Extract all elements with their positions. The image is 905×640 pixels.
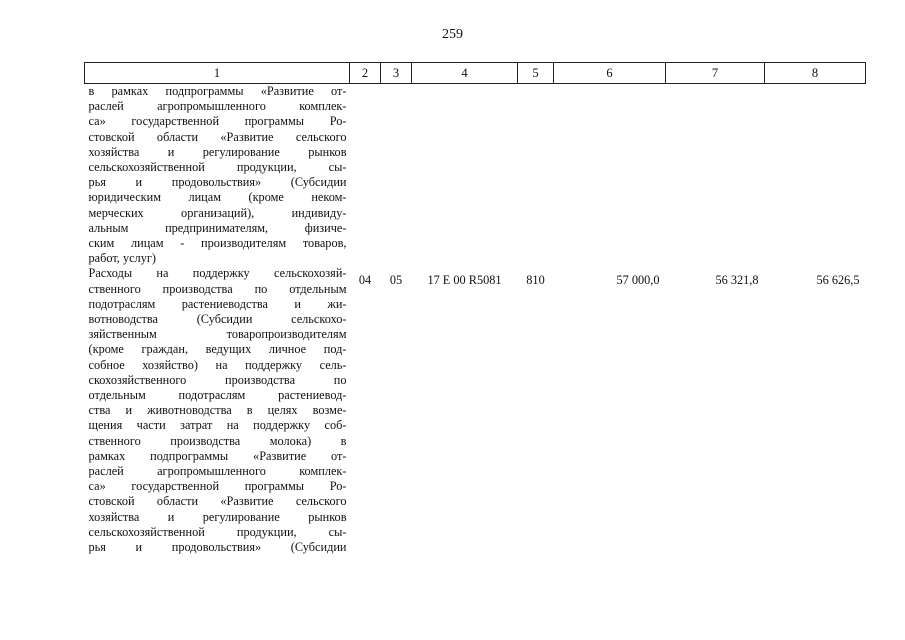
description-line: Расходы на поддержку сельскохозяй- xyxy=(88,266,347,281)
description-line: рья и продовольствия» (Субсидии xyxy=(88,175,347,190)
cell-section: 04 xyxy=(358,273,372,288)
description-line: ским лицам - производителям товаров, xyxy=(88,236,347,251)
description-line: раслей агропромышленного комплек- xyxy=(88,99,347,114)
column-header-1: 1 xyxy=(85,63,350,84)
cell-amount-8 xyxy=(765,84,866,267)
description-line: ственного производства молока) в xyxy=(88,433,347,448)
column-header-8: 8 xyxy=(765,63,866,84)
row-description xyxy=(85,266,350,555)
description-line: юридическим лицам (кроме неком- xyxy=(88,190,347,205)
description-line: щения части затрат на поддержку соб- xyxy=(88,418,347,433)
description-line: вотноводства (Субсидии сельскохо- xyxy=(88,312,347,327)
cell-section xyxy=(350,84,381,267)
column-header-5: 5 xyxy=(518,63,554,84)
description-line: зяйственным товаропроизводителям xyxy=(88,327,347,342)
cell-expense-type xyxy=(518,84,554,267)
column-header-6: 6 xyxy=(554,63,666,84)
budget-table xyxy=(84,62,866,555)
cell-target-item: 17 Е 00 R5081 xyxy=(427,273,502,288)
description-line: скохозяйственного производства по xyxy=(88,372,347,387)
cell-expense-type: 810 xyxy=(526,273,545,288)
cell-amount-6: 57 000,0 xyxy=(616,273,660,288)
description-line: ственного производства по отдельным xyxy=(88,281,347,296)
column-header-7: 7 xyxy=(666,63,765,84)
cell-target-item xyxy=(412,84,518,267)
description-line: сельскохозяйственной продукции, сы- xyxy=(88,524,347,539)
description-line: работ, услуг) xyxy=(88,251,156,266)
cell-amount-7 xyxy=(666,84,765,267)
description-line: рамках подпрограммы «Развитие от- xyxy=(88,448,347,463)
description-line: ства и животноводства в целях возме- xyxy=(88,403,347,418)
column-header-2: 2 xyxy=(350,63,381,84)
description-line: альным предпринимателям, физиче- xyxy=(88,220,347,235)
header-row xyxy=(85,63,866,84)
column-header-4: 4 xyxy=(412,63,518,84)
description-line: (кроме граждан, ведущих личное под- xyxy=(88,342,347,357)
description-line: собное хозяйство) на поддержку сель- xyxy=(88,357,347,372)
cell-amount-6 xyxy=(554,84,666,267)
cell-subsection xyxy=(381,84,412,267)
cell-amount-7: 56 321,8 xyxy=(715,273,759,288)
table-row xyxy=(85,84,866,267)
description-line: подотраслям растениеводства и жи- xyxy=(88,296,347,311)
description-line: мерческих организаций), индивиду- xyxy=(88,205,347,220)
row-description xyxy=(85,84,350,267)
description-line: раслей агропромышленного комплек- xyxy=(88,464,347,479)
description-line: са» государственной программы Ро- xyxy=(88,114,347,129)
description-line: хозяйства и регулирование рынков xyxy=(88,144,347,159)
column-header-3: 3 xyxy=(381,63,412,84)
cell-subsection: 05 xyxy=(389,273,403,288)
description-line: са» государственной программы Ро- xyxy=(88,479,347,494)
description-line: отдельным подотраслям растениевод- xyxy=(88,388,347,403)
description-line: стовской области «Развитие сельского xyxy=(88,129,347,144)
description-line: рья и продовольствия» (Субсидии xyxy=(88,540,347,555)
table-row xyxy=(85,266,866,555)
description-line: хозяйства и регулирование рынков xyxy=(88,509,347,524)
description-line: сельскохозяйственной продукции, сы- xyxy=(88,160,347,175)
description-line: стовской области «Развитие сельского xyxy=(88,494,347,509)
cell-amount-8: 56 626,5 xyxy=(816,273,860,288)
page-number: 259 xyxy=(442,27,463,42)
description-line: в рамках подпрограммы «Развитие от- xyxy=(88,84,347,98)
